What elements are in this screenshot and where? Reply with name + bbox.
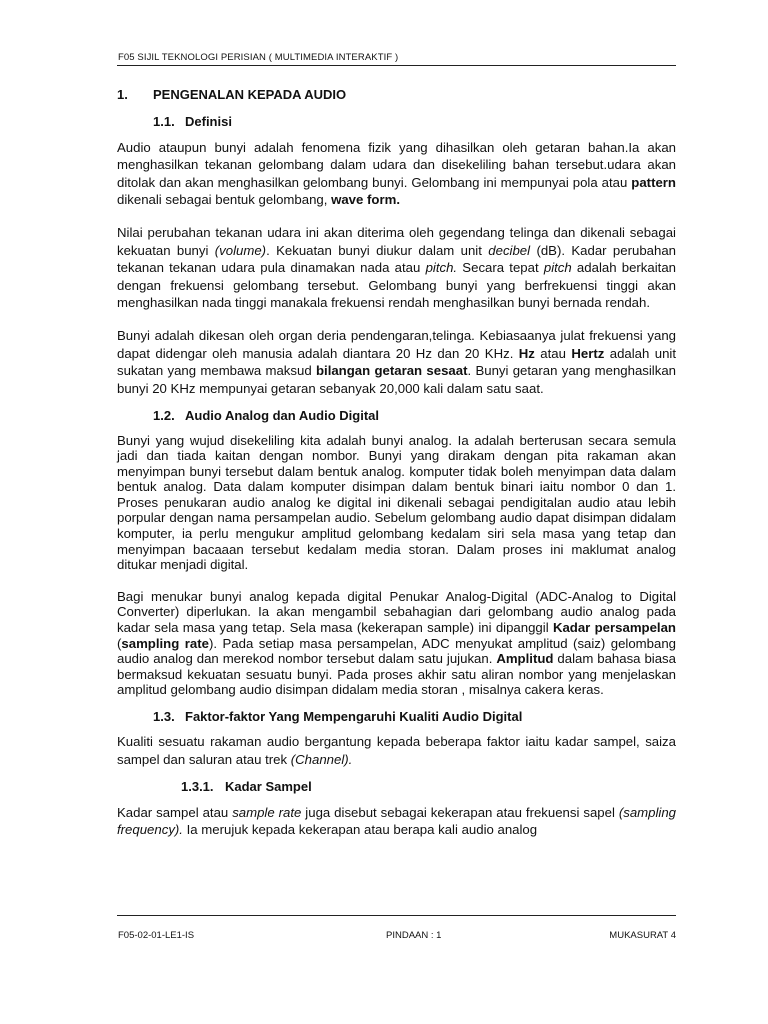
text-run: Audio ataupun bunyi adalah fenomena fizik yang dihasilkan oleh getaran bahan.Ia akan menghasilkan tekanan gelombang dalam udara dan disekeliling bahan tersebut.udara akan ditolak dan akan menghasilkan gelombang bunyi. Gelombang ini mempunyai pola atau — [117, 139, 676, 190]
heading-title: Faktor-faktor Yang Mempengaruhi Kualiti Audio Digital — [185, 709, 523, 724]
text-run: atau — [534, 345, 572, 361]
italic-term: (volume) — [214, 242, 267, 258]
heading-number: 1.1. — [153, 114, 175, 130]
text-run: Bunyi adalah dikesan oleh organ deria pendengaran,telinga. Kebiasaanya julat frekuensi yang dapat didengar oleh manusia adalah diantara 20 Hz dan 20 KHz. — [117, 328, 676, 361]
heading-number: 1.3. — [153, 709, 175, 724]
italic-term: pitch — [543, 260, 572, 276]
paragraph-analog-digital-1: Bunyi yang wujud disekeliling kita adalah bunyi analog. Ia adalah berterusan secara semula jadi dan tiada kaitan dengan nombor. Bunyi yang dirakam dengan pita rakaman akan menyimpan bunyi tersebut dalam bentuk analog. komputer tidak boleh menyimpan data dalam bentuk analog. Data dalam komputer disimpan dalam bentuk binari iaitu nombor 0 dan 1. Proses penukaran audio analog ke digital ini dikenali sebagai pendigitalan audio atau lebih porpular dengan nama persampelan audio. Sebelum gelombang audio dapat disimpan didalam komputer, ia perlu mengukur amplitud gelombang kedalam siri sela masa yang tetap dan menyimpan bacaaan tersebut kedalam media storan. Dalam proses ini maklumat analog ditukar menjadi digital. — [117, 432, 676, 573]
bold-term: sampling rate — [121, 635, 209, 651]
heading-number: 1.2. — [153, 408, 175, 424]
heading-section-1-1 — [153, 113, 676, 130]
text-run: Kualiti sesuatu rakaman audio bergantung kepada beberapa faktor iaitu kadar sampel, saiza sampel dan saluran atau trek — [117, 734, 676, 767]
bold-term: Hz — [518, 345, 535, 361]
text-run: (dB). Kadar perubahan tekanan tekanan udara pula dinamakan nada atau — [117, 242, 676, 276]
page-header: F05 SIJIL TEKNOLOGI PERISIAN ( MULTIMEDIA INTERAKTIF ) — [118, 52, 399, 63]
document-body — [117, 86, 676, 854]
paragraph-analog-digital-2 — [117, 589, 676, 698]
heading-title: PENGENALAN KEPADA AUDIO — [153, 87, 347, 102]
text-run: dalam bahasa biasa bermaksud kekuatan sesuatu bunyi. Pada proses akhir satu aliran nombor yang menjelaskan amplitud gelombang audio disimpan didalam media storan , misalnya cakera keras. — [117, 651, 676, 698]
footer-document-code: F05-02-01-LE1-IS — [118, 930, 195, 941]
heading-section-1 — [117, 86, 676, 103]
text-run: Bagi menukar bunyi analog kepada digital Penukar Analog-Digital (ADC-Analog to Digital Converter) diperlukan. Ia akan mengambil sebahagian dari gelombang audio analog pada kadar sela masa yang tetap. Sela masa (kekerapan sample) ini dipanggil — [117, 588, 676, 636]
paragraph-definisi-1 — [117, 139, 676, 209]
footer-rule — [117, 915, 676, 916]
text-run: ). Pada setiap masa persampelan, ADC menyukat amplitud (saiz) gelombang audio analog dan merekod nombor tersebut dalam satu jujukan. — [117, 635, 677, 667]
heading-section-1-2 — [153, 407, 676, 424]
paragraph-definisi-2 — [117, 224, 676, 311]
paragraph-definisi-3 — [117, 327, 676, 397]
bold-term: Kadar persampelan — [552, 620, 676, 636]
bold-term: wave form. — [331, 192, 400, 208]
footer-revision: PINDAAN : 1 — [386, 930, 442, 941]
italic-term: pitch. — [425, 260, 458, 276]
text-run: Nilai perubahan tekanan udara ini akan diterima oleh gegendang telinga dan dikenali sebagai kekuatan bunyi — [117, 225, 676, 258]
bold-term: bilangan getaran sesaat — [315, 363, 468, 379]
heading-title: Audio Analog dan Audio Digital — [185, 408, 380, 424]
heading-number: 1. — [117, 87, 128, 102]
paragraph-kualiti — [117, 733, 676, 768]
text-run: adalah berkaitan dengan frekuensi gelombang tersebut. Gelombang bunyi yang berfrekuensi tinggi akan menghasilkan nada tinggi manakala frekuensi rendah menghasilkan bunyi bernada rendah. — [117, 260, 677, 311]
text-run: Kadar sampel atau — [117, 804, 233, 820]
heading-title: Definisi — [185, 114, 232, 130]
paragraph-kadar-sampel — [117, 804, 676, 839]
italic-term: (sampling frequency). — [117, 804, 676, 838]
italic-term: decibel — [488, 242, 531, 258]
heading-section-1-3 — [153, 708, 676, 725]
header-rule — [117, 65, 676, 66]
bold-term: Hertz — [571, 345, 605, 361]
bold-term: pattern — [631, 174, 676, 190]
text-run: Secara tepat — [457, 260, 544, 276]
bold-term: Amplitud — [496, 651, 554, 667]
text-run: dikenali sebagai bentuk gelombang, — [117, 192, 332, 208]
heading-number: 1.3.1. — [181, 779, 214, 795]
text-run: adalah unit sukatan yang membawa maksud — [117, 345, 676, 379]
text-run: ( — [117, 635, 122, 651]
heading-title: Kadar Sampel — [225, 779, 312, 795]
text-run: . Kekuatan bunyi diukur dalam unit — [266, 242, 489, 258]
text-run: . Bunyi getaran yang menghasilkan bunyi 20 KHz mempunyai getaran sebanyak 20,000 kali dalam satu saat. — [117, 363, 677, 396]
footer-page-number: MUKASURAT 4 — [609, 930, 676, 941]
heading-section-1-3-1 — [181, 778, 676, 795]
italic-term: (Channel). — [290, 751, 353, 767]
italic-term: sample rate — [232, 804, 302, 820]
text-run: juga disebut sebagai kekerapan atau frekuensi sapel — [301, 804, 619, 820]
text-run: Ia merujuk kepada kekerapan atau berapa kali audio analog — [182, 822, 538, 838]
